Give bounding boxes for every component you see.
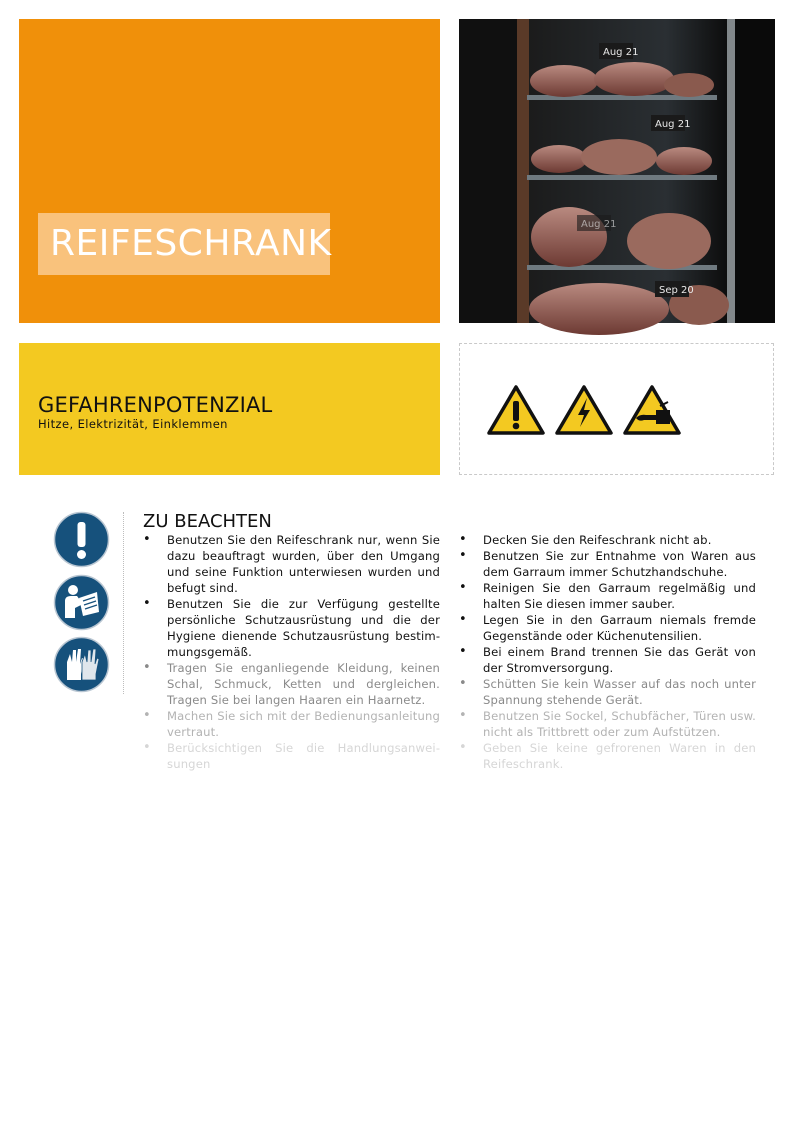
shelf-tag: Sep 20 (659, 285, 694, 296)
title-block (19, 19, 440, 323)
list-item: • Decken Sie den Reifeschrank nicht ab. (459, 532, 756, 548)
list-item: • Benutzen Sie zur Entnahme von Waren aus dem Garraum immer Schutzhandschuhe. (459, 548, 756, 580)
list-item: • Geben Sie keine gefrorenen Waren in den Reifeschrank. (459, 740, 756, 772)
list-item: • Schütten Sie kein Wasser auf das noch unter Spannung stehende Gerät. (459, 676, 756, 708)
crush-hazard-icon (622, 384, 682, 436)
notes-column-left (143, 532, 440, 771)
divider (123, 512, 124, 694)
list-item: • Benutzen Sie Sockel, Schubfächer, Türen usw. nicht als Trittbrett oder zum Aufstützen. (459, 708, 756, 740)
shelf-tag: Aug 21 (655, 119, 691, 130)
shelf-tag: Aug 21 (603, 47, 639, 58)
list-item: • Bei einem Brand trennen Sie das Gerät von der Stromversorgung. (459, 644, 756, 676)
list-item: • Legen Sie in den Garraum niemals fremde Gegenstände oder Küchenutensilien. (459, 612, 756, 644)
dry-aging-cabinet-image (459, 19, 775, 323)
list-item: • Machen Sie sich mit der Bedienungsanleitung vertraut. (143, 708, 440, 740)
general-mandatory-icon (53, 511, 110, 568)
hazard-heading: GEFAHRENPOTENZIAL (38, 393, 273, 417)
hazard-block (19, 343, 440, 475)
list-item: • Berücksichtigen Sie die Handlungsanweisungen (143, 740, 440, 772)
list-item: • Benutzen Sie die zur Verfügung gestellte persönliche Schutzausrüstung und die der Hygiene dienende Schutzausrüstung bestimmungsgemäß. (143, 596, 440, 660)
wear-gloves-icon (53, 636, 110, 693)
list-item: • Reinigen Sie den Garraum regelmäßig und halten Sie diesen immer sauber. (459, 580, 756, 612)
list-item: • Benutzen Sie den Reifeschrank nur, wenn Sie dazu beauftragt wurden, über den Umgang und seine Funktion unterwiesen wurden und befugt sind. (143, 532, 440, 596)
product-photo (459, 19, 775, 323)
shelf-tag: Aug 21 (581, 219, 617, 230)
notes-heading: ZU BEACHTEN (143, 511, 272, 532)
hazard-subtitle: Hitze, Elektrizität, Einklemmen (38, 417, 228, 431)
hazard-icons (459, 343, 774, 475)
notes-column-right (459, 532, 756, 771)
electrical-hazard-icon (554, 384, 614, 436)
page-title: REIFESCHRANK (38, 213, 330, 275)
general-warning-icon (486, 384, 546, 436)
read-manual-icon (53, 574, 110, 631)
list-item: • Tragen Sie enganliegende Kleidung, keinen Schal, Schmuck, Ketten und dergleichen. Tragen Sie bei langen Haaren ein Haarnetz. (143, 660, 440, 708)
